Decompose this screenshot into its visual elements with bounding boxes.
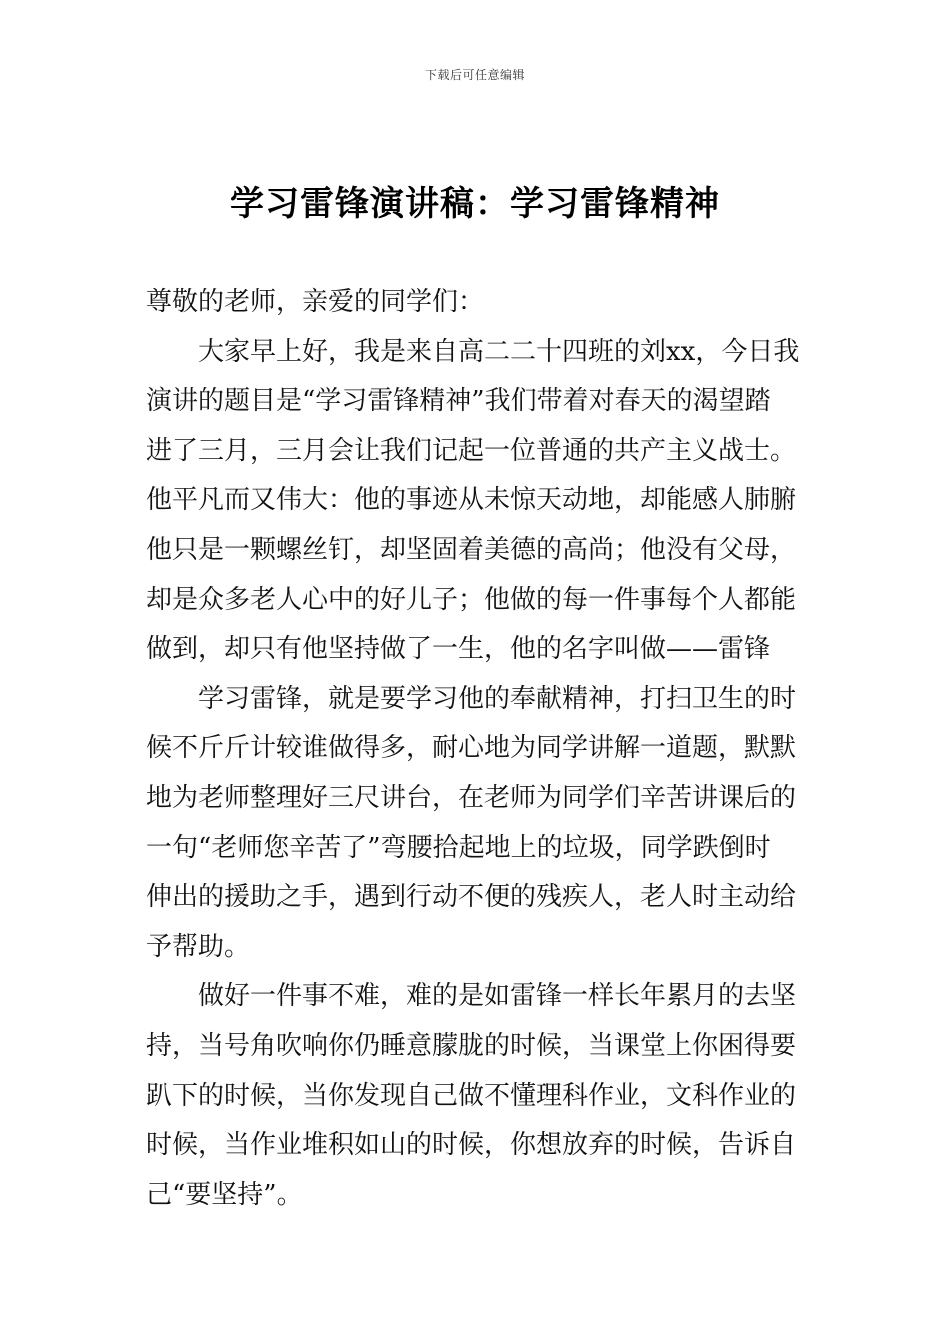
text-line: 他平凡而又伟大：他的事迹从未惊天动地，却能感人肺腑 [146,485,797,516]
text-line: 候不斤斤计较谁做得多，耐心地为同学讲解一道题，默默 [146,733,797,764]
text-line: 伸出的援助之手，遇到行动不便的残疾人，老人时主动给 [146,882,797,913]
text-line: 己“要坚持”。 [146,1179,303,1210]
text-line: 趴下的时候，当你发现自己做不懂理科作业，文科作业的 [146,1080,797,1111]
text-line: 却是众多老人心中的好儿子；他做的每一件事每个人都能 [146,584,797,615]
text-line: 时候，当作业堆积如山的时候，你想放弃的时候，告诉自 [146,1130,797,1161]
text-line: 进了三月，三月会让我们记起一位普通的共产主义战士。 [146,435,797,466]
text-line: 持，当号角吹响你仍睡意朦胧的时候，当课堂上你困得要 [146,1030,797,1061]
text-line: 做到，却只有他坚持做了一生，他的名字叫做——雷锋 [146,634,771,665]
text-line: 地为老师整理好三尺讲台，在老师为同学们辛苦讲课后的 [146,782,797,813]
document-title: 学习雷锋演讲稿：学习雷锋精神 [230,184,720,224]
text-line: 予帮助。 [146,931,251,962]
text-line: 学习雷锋，就是要学习他的奉献精神，打扫卫生的时 [198,683,797,714]
document-body [146,278,808,1220]
text-line: 尊敬的老师，亲爱的同学们： [146,287,485,317]
text-line: 一句“老师您辛苦了”弯腰拾起地上的垃圾，同学跌倒时 [146,832,771,863]
header-note: 下载后可任意编辑 [424,68,525,82]
text-line: 大家早上好，我是来自高二二十四班的刘xx，今日我 [198,336,800,367]
text-line: 做好一件事不难，难的是如雷锋一样长年累月的去坚 [198,981,797,1012]
text-line: 他只是一颗螺丝钉，却坚固着美德的高尚；他没有父母， [146,534,797,565]
text-line: 演讲的题目是“学习雷锋精神”我们带着对春天的渴望踏 [146,386,771,417]
